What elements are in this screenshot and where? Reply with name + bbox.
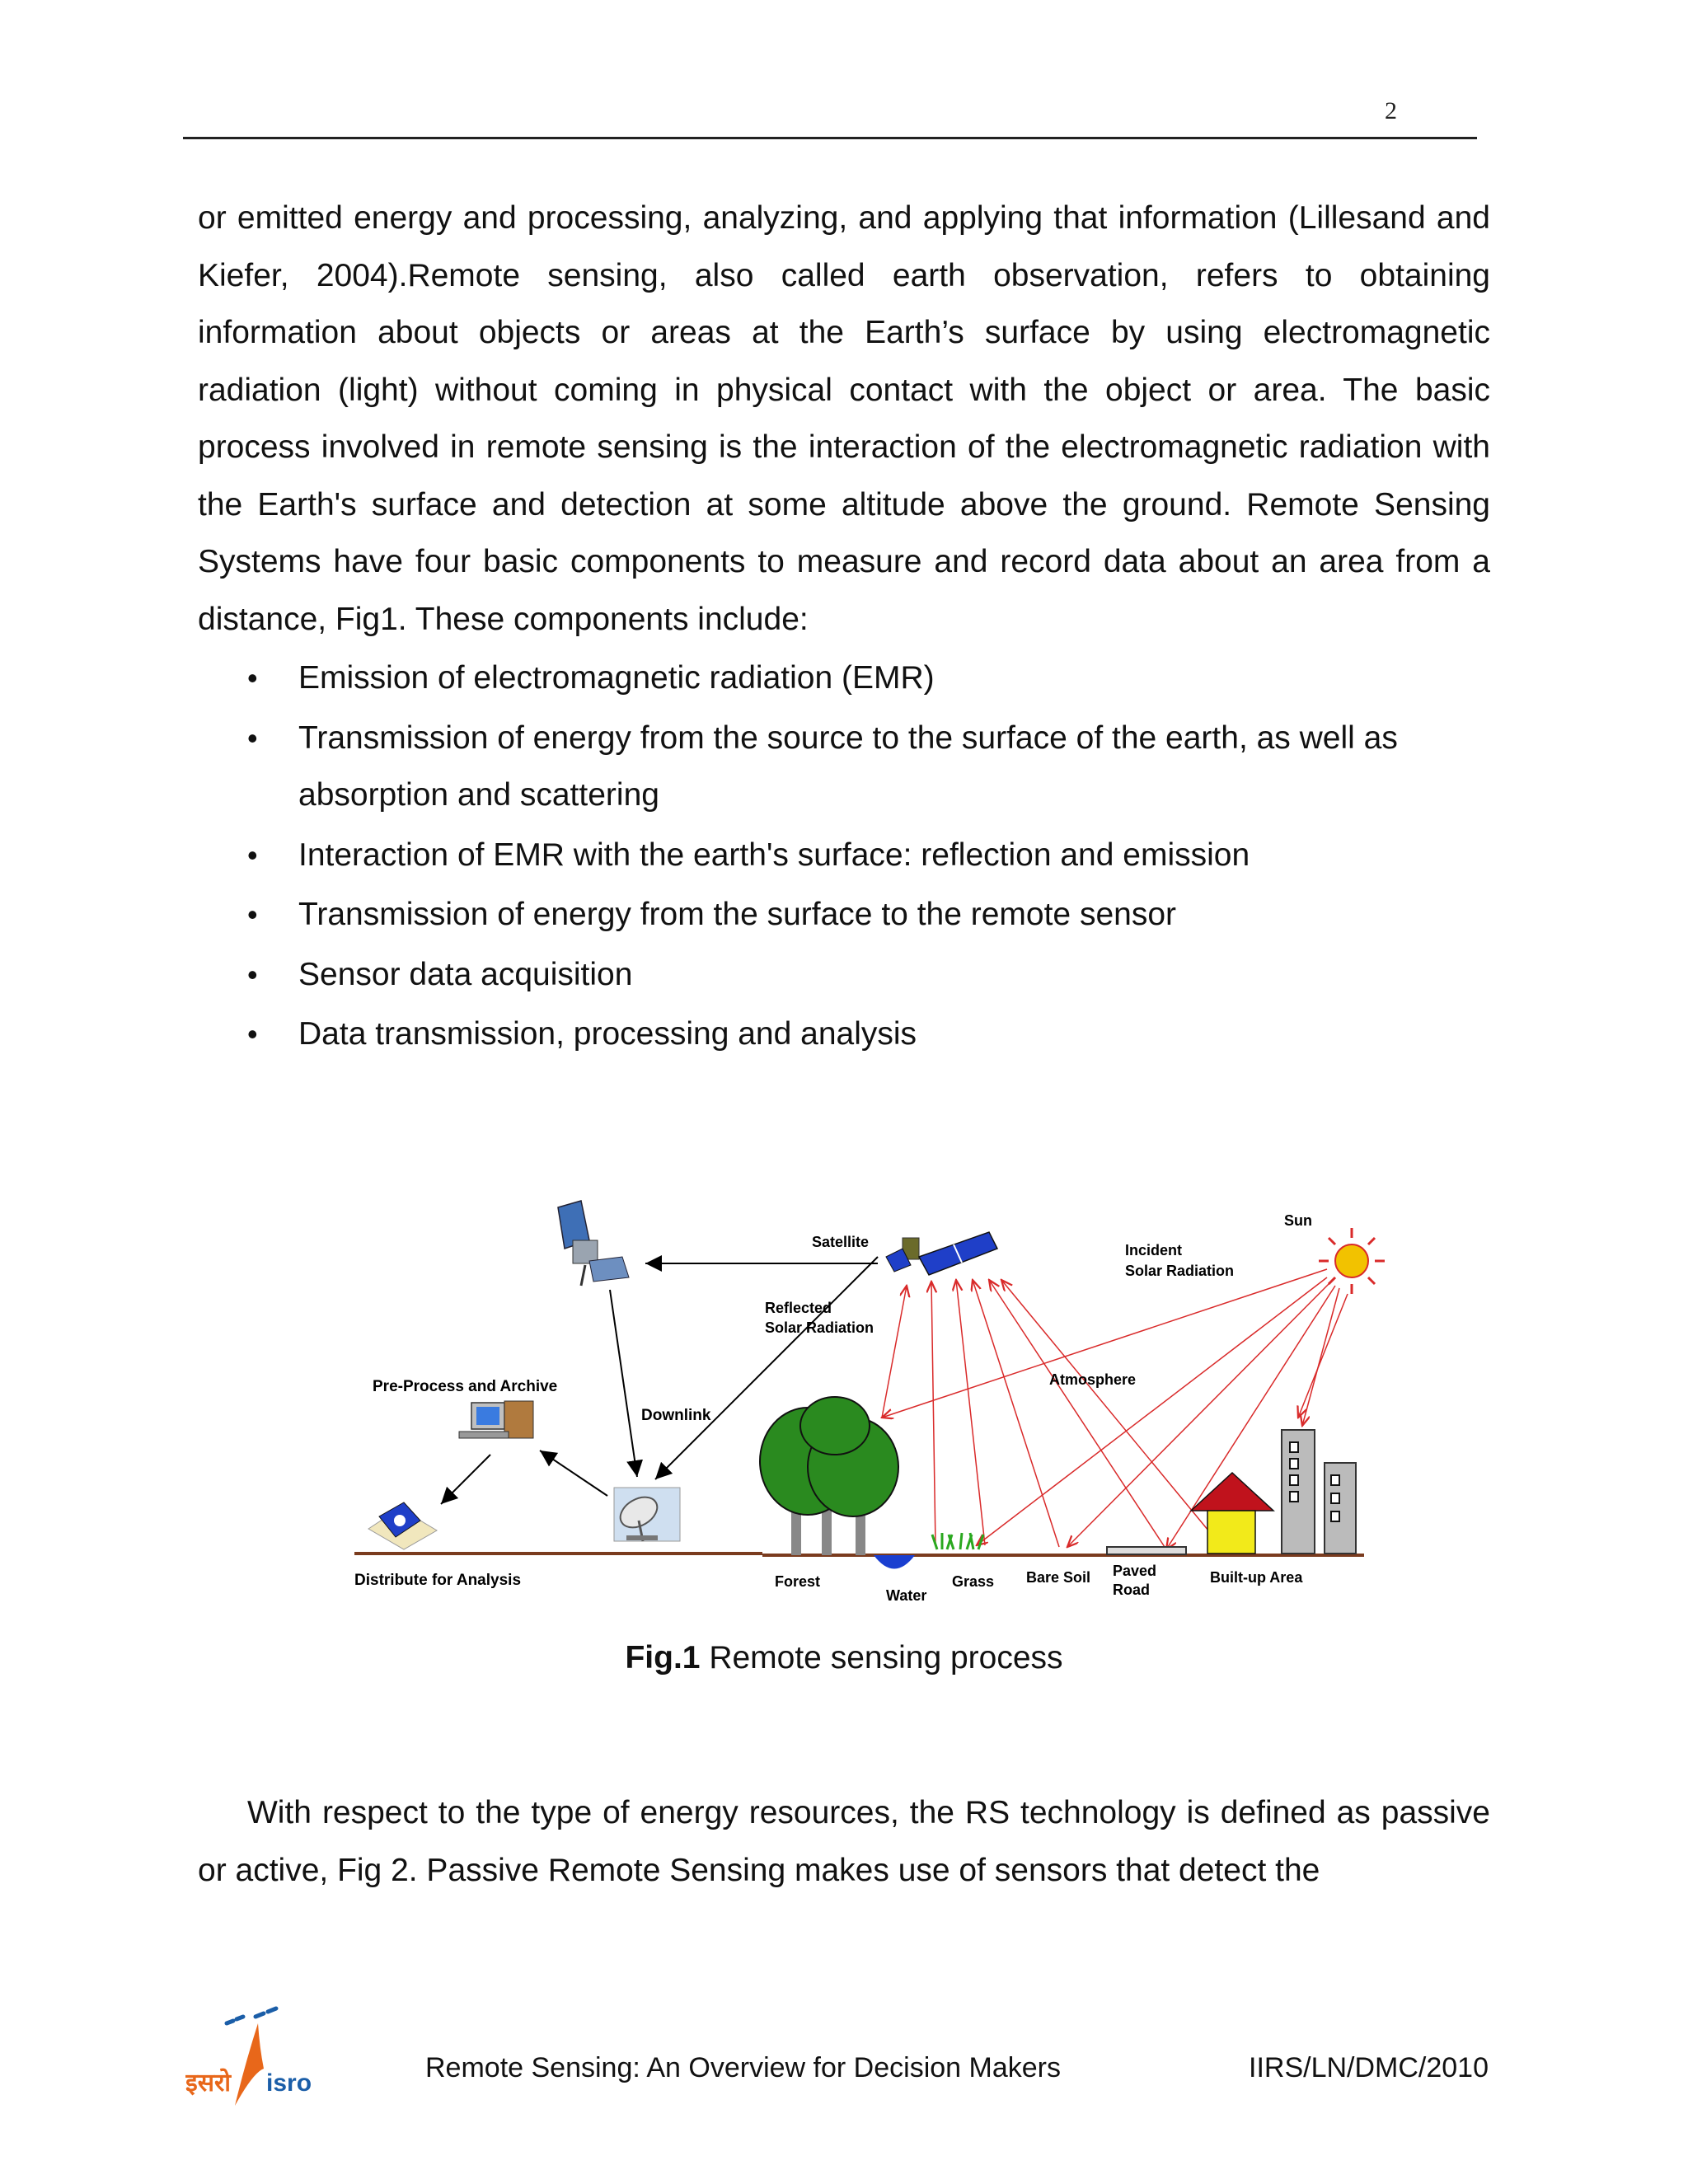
components-list [198, 649, 1490, 1066]
logo-latin: isro [266, 2069, 312, 2097]
forest-label: Forest [775, 1573, 821, 1590]
ground-station-icon [614, 1488, 680, 1541]
footer-code: IIRS/LN/DMC/2010 [1249, 2052, 1489, 2083]
list-item: • Sensor data acquisition [198, 946, 1490, 1004]
downlink-label: Downlink [641, 1407, 711, 1424]
paved-road-label: Paved [1113, 1563, 1157, 1579]
satellite-label: Satellite [812, 1234, 870, 1250]
sun-label: Sun [1284, 1212, 1312, 1229]
figure-caption [0, 1640, 1688, 1676]
satellite-icon [886, 1232, 997, 1275]
station-to-archive-arrow [540, 1451, 607, 1496]
isro-logo [185, 1999, 334, 2122]
list-item: • Interaction of EMR with the earth's surface: reflection and emission [198, 827, 1490, 884]
paragraph-energy-text: With respect to the type of energy resources, the RS technology is defined as passive or active, Fig 2. Passive Remote Sensing makes use of sensors that detect the [198, 1795, 1490, 1888]
buildings-icon [1282, 1430, 1356, 1554]
page-number: 2 [1385, 97, 1397, 124]
distribute-label: Distribute for Analysis [354, 1572, 522, 1589]
preprocess-label: Pre-Process and Archive [373, 1378, 558, 1395]
distribute-disk-icon [368, 1502, 437, 1549]
builtup-label: Built-up Area [1210, 1569, 1303, 1586]
paragraph-intro: or emitted energy and processing, analyzing, and applying that information (Lillesand and Kiefer, 2004).Remote sensing, also called earth observation, refers to obtaining information about objects or areas at the Earth’s surface by using electromagnetic radiation (light) without coming in physical contact with the object or area. The basic process involved in remote sensing is the interaction of the electromagnetic radiation with the Earth's surface and detection at some altitude above the ground. Remote Sensing Systems have four basic components to measure and record data about an area from a distance, Fig1. These components include: [198, 200, 1490, 637]
bare-soil-label: Bare Soil [1026, 1569, 1091, 1586]
relay-downlink-arrow [610, 1290, 637, 1477]
house-icon [1191, 1473, 1273, 1554]
grass-icon [932, 1533, 983, 1549]
figure-caption-text: Remote sensing process [700, 1640, 1063, 1675]
incident-label: Incident [1125, 1242, 1183, 1258]
list-item: • Transmission of energy from the source to the surface of the earth, as well as absorption and scattering [198, 710, 1490, 824]
reflected-label-2: Solar Radiation [765, 1319, 874, 1336]
paragraph-energy [198, 1784, 1490, 1899]
figure-caption-label: Fig.1 [625, 1640, 701, 1675]
water-icon [874, 1555, 915, 1569]
remote-sensing-diagram [342, 1133, 1411, 1603]
list-item: • Emission of electromagnetic radiation (EMR) [198, 649, 1490, 707]
list-item: • Transmission of energy from the surface to the remote sensor [198, 886, 1490, 944]
paved-road-label-2: Road [1113, 1582, 1150, 1598]
computer-icon [459, 1401, 533, 1438]
relay-satellite-icon [558, 1201, 629, 1286]
forest-icon [760, 1397, 898, 1555]
logo-hindi: इसरो [185, 2069, 232, 2097]
list-item: • Data transmission, processing and analysis [198, 1005, 1490, 1063]
incident-label-2: Solar Radiation [1125, 1263, 1235, 1279]
paved-road-icon [1107, 1547, 1186, 1554]
water-label: Water [886, 1587, 927, 1603]
header-rule [183, 137, 1477, 139]
footer-title: Remote Sensing: An Overview for Decision Makers [425, 2052, 1061, 2083]
archive-to-distribute-arrow [441, 1455, 490, 1504]
incident-rays [882, 1269, 1348, 1549]
atmosphere-label: Atmosphere [1049, 1371, 1137, 1388]
reflected-label: Reflected [765, 1300, 832, 1316]
grass-label: Grass [952, 1573, 995, 1590]
